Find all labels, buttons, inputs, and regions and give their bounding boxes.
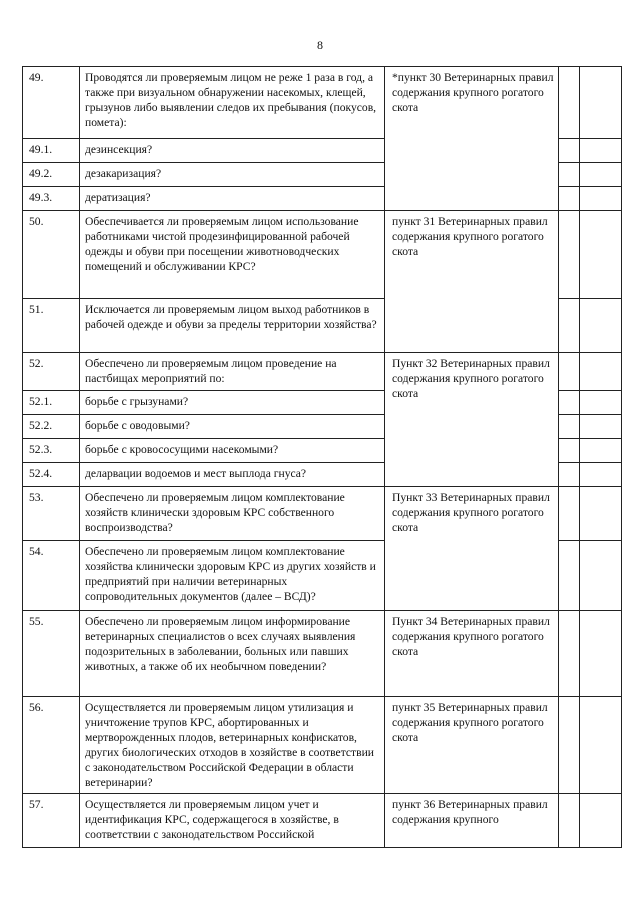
answer-cell [580,487,622,541]
answer-cell [559,439,580,463]
checklist-table [22,66,622,848]
question-cell: Осуществляется ли проверяемым лицом учет и идентификация КРС, содержащегося в хозяйстве, в соответствии с законодательством Российской [80,794,385,848]
answer-cell [559,794,580,848]
answer-cell [580,391,622,415]
question-cell: дезинсекция? [80,139,385,163]
row-number: 49.2. [23,163,80,187]
answer-cell [559,415,580,439]
answer-cell [559,299,580,353]
question-cell: борьбе с грызунами? [80,391,385,415]
row-number: 52. [23,353,80,391]
question-cell: Обеспечивается ли проверяемым лицом использование работниками чистой продезинфицированной рабочей одежды и обуви при посещении животноводческих помещений и обслуживании КРС? [80,211,385,299]
row-number: 49.3. [23,187,80,211]
answer-cell [580,67,622,139]
answer-cell [580,415,622,439]
question-cell: дератизация? [80,187,385,211]
answer-cell [559,187,580,211]
table-row [23,487,622,541]
answer-cell [580,187,622,211]
question-cell: Исключается ли проверяемым лицом выход работников в рабочей одежде и обуви за пределы территории хозяйства? [80,299,385,353]
answer-cell [580,299,622,353]
question-cell: Обеспечено ли проверяемым лицом информирование ветеринарных специалистов о всех случаях выявления подозрительных в заболевании, больных или павших животных, а также об их необычном поведении? [80,611,385,697]
answer-cell [580,353,622,391]
answer-cell [580,697,622,794]
reference-cell: *пункт 30 Ветеринарных правил содержания крупного рогатого скота [385,67,559,211]
answer-cell [580,163,622,187]
answer-cell [559,163,580,187]
answer-cell [580,139,622,163]
row-number: 52.2. [23,415,80,439]
reference-cell: пункт 31 Ветеринарных правил содержания крупного рогатого скота [385,211,559,353]
reference-cell: Пункт 33 Ветеринарных правил содержания крупного рогатого скота [385,487,559,611]
table-row [23,67,622,139]
row-number: 52.1. [23,391,80,415]
answer-cell [559,487,580,541]
row-number: 57. [23,794,80,848]
question-cell: Проводятся ли проверяемым лицом не реже 1 раза в год, а также при визуальном обнаружении насекомых, клещей, грызунов либо выявлении следов их пребывания (покусов, помета): [80,67,385,139]
answer-cell [580,463,622,487]
table-row [23,794,622,848]
answer-cell [559,541,580,611]
reference-cell: Пункт 34 Ветеринарных правил содержания крупного рогатого скота [385,611,559,697]
question-cell: дезакаризация? [80,163,385,187]
table-row [23,211,622,299]
row-number: 52.4. [23,463,80,487]
table-row [23,353,622,391]
row-number: 55. [23,611,80,697]
answer-cell [580,794,622,848]
question-cell: борьбе с кровососущими насекомыми? [80,439,385,463]
question-cell: Обеспечено ли проверяемым лицом комплектование хозяйства клинически здоровым КРС из других хозяйств и предприятий при наличии ветеринарных сопроводительных документов (далее – ВСД)? [80,541,385,611]
question-cell: Обеспечено ли проверяемым лицом проведение на пастбищах мероприятий по: [80,353,385,391]
row-number: 52.3. [23,439,80,463]
answer-cell [559,211,580,299]
reference-cell: пункт 35 Ветеринарных правил содержания крупного рогатого скота [385,697,559,794]
row-number: 49. [23,67,80,139]
answer-cell [559,611,580,697]
table-row [23,697,622,794]
question-cell: деларвации водоемов и мест выплода гнуса? [80,463,385,487]
answer-cell [580,211,622,299]
answer-cell [559,353,580,391]
answer-cell [559,697,580,794]
row-number: 51. [23,299,80,353]
page-number: 8 [317,38,323,52]
answer-cell [559,67,580,139]
reference-cell: пункт 36 Ветеринарных правил содержания крупного [385,794,559,848]
row-number: 50. [23,211,80,299]
answer-cell [580,439,622,463]
answer-cell [580,611,622,697]
question-cell: борьбе с оводовыми? [80,415,385,439]
row-number: 49.1. [23,139,80,163]
row-number: 53. [23,487,80,541]
answer-cell [559,139,580,163]
row-number: 56. [23,697,80,794]
row-number: 54. [23,541,80,611]
question-cell: Осуществляется ли проверяемым лицом утилизация и уничтожение трупов КРС, абортированных и мертворожденных плодов, ветеринарных конфискатов, других биологических отходов в хозяйстве в соответствии с законодательством Российской Федерации в области ветеринарии? [80,697,385,794]
answer-cell [559,391,580,415]
answer-cell [580,541,622,611]
answer-cell [559,463,580,487]
question-cell: Обеспечено ли проверяемым лицом комплектование хозяйств клинически здоровым КРС собственного воспроизводства? [80,487,385,541]
reference-cell: Пункт 32 Ветеринарных правил содержания крупного рогатого скота [385,353,559,487]
table-row [23,611,622,697]
